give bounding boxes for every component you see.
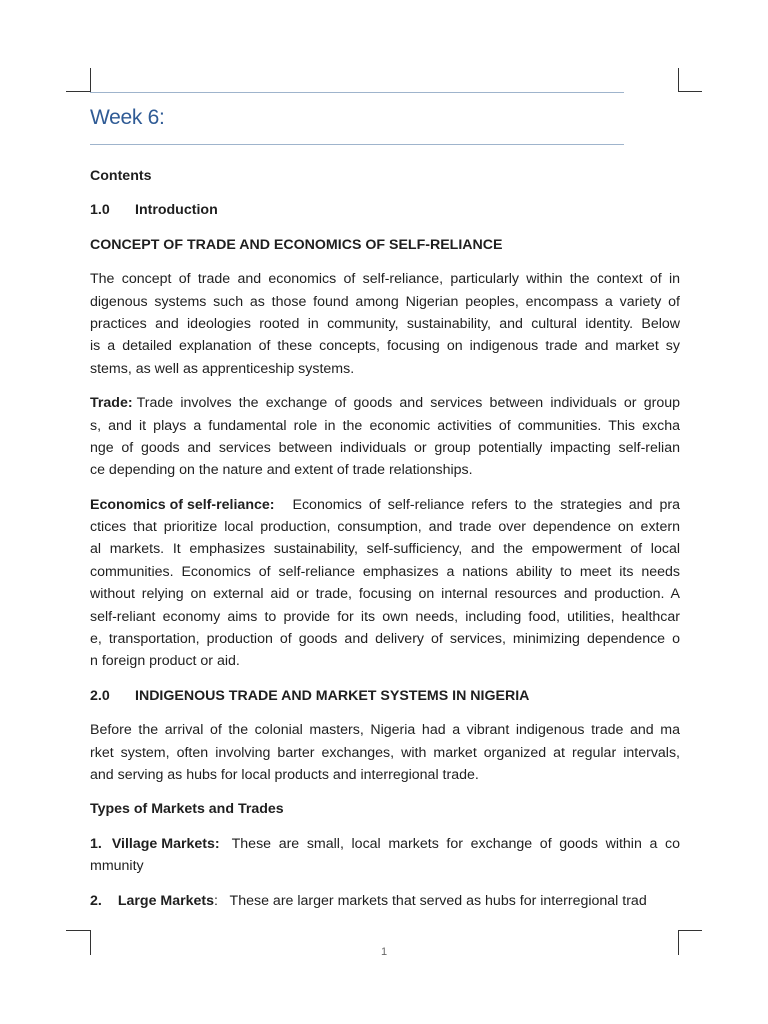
paragraph-line: ce depending on the nature and extent of trade relationships. xyxy=(90,462,473,479)
paragraph-line: s, and it plays a fundamental role in the economic activities of communities. This excha xyxy=(90,417,680,434)
concept-heading: CONCEPT OF TRADE AND ECONOMICS OF SELF-RELIANCE xyxy=(90,236,503,253)
heading-bottom-rule xyxy=(90,144,624,145)
section-2-number: 2.0 xyxy=(90,687,110,704)
economics-label: Economics of self-reliance: xyxy=(90,496,275,513)
before-paragraph xyxy=(90,719,680,786)
trade-first-line xyxy=(90,392,680,414)
economics-paragraph xyxy=(90,494,680,673)
section-1-heading xyxy=(90,199,680,221)
paragraph-line: digenous systems such as those found among Nigerian peoples, encompass a variety of xyxy=(90,293,680,310)
paragraph-line: al markets. It emphasizes sustainability, self-sufficiency, and the empowerment of local xyxy=(90,541,680,558)
village-label: Village Markets: xyxy=(111,835,220,852)
crop-mark-bottom-right-h xyxy=(678,930,702,931)
large-label: Large Markets xyxy=(117,892,215,909)
paragraph-line: Before the arrival of the colonial masters, Nigeria had a vibrant indigenous trade and ma xyxy=(90,722,680,739)
page-number: 1 xyxy=(380,946,388,958)
intro-paragraph xyxy=(90,268,680,380)
economics-first-line xyxy=(90,494,680,516)
crop-mark-top-left-h xyxy=(66,91,91,92)
paragraph-line: The concept of trade and economics of self-reliance, particularly within the context of in xyxy=(90,271,680,288)
list-number: 2. xyxy=(90,892,102,909)
paragraph-line: is a detailed explanation of these concepts, focusing on indigenous trade and market sy xyxy=(90,338,680,355)
section-1-title: Introduction xyxy=(135,202,218,219)
week-title: Week 6: xyxy=(90,106,165,129)
list-item-village-markets xyxy=(90,833,680,878)
document-body xyxy=(90,165,680,912)
trade-label: Trade: xyxy=(90,395,133,412)
crop-mark-bottom-left-h xyxy=(66,930,91,931)
crop-mark-top-right-h xyxy=(678,91,702,92)
paragraph-line: practices and ideologies rooted in community, sustainability, and cultural identity. Below xyxy=(90,315,680,332)
paragraph-line: rket system, often involving barter exchanges, with market organized at regular intervals, xyxy=(90,744,680,761)
paragraph-line: communities. Economics of self-reliance emphasizes a nations ability to meet its needs xyxy=(90,563,680,580)
crop-mark-top-left-v xyxy=(90,68,91,92)
paragraph-line: without relying on external aid or trade, focusing on internal resources and production. A xyxy=(90,586,680,603)
paragraph-line: stems, as well as apprenticeship systems. xyxy=(90,360,355,377)
paragraph-line: mmunity xyxy=(90,858,144,875)
paragraph-line: n foreign product or aid. xyxy=(90,653,240,670)
crop-mark-top-right-v xyxy=(678,68,679,92)
types-heading: Types of Markets and Trades xyxy=(90,801,284,818)
list-number: 1. xyxy=(90,835,102,852)
list-item-large-markets xyxy=(90,890,680,912)
section-2-heading xyxy=(90,685,680,707)
section-1-number: 1.0 xyxy=(90,202,110,219)
paragraph-line: Economics of self-reliance refers to the strategies and pra xyxy=(292,496,680,513)
paragraph-line: self-reliant economy aims to provide for its own needs, including food, utilities, healthcar xyxy=(90,608,680,625)
large-first-line xyxy=(90,890,680,912)
village-first-line xyxy=(90,833,680,855)
section-2-title: INDIGENOUS TRADE AND MARKET SYSTEMS IN NIGERIA xyxy=(135,687,530,704)
paragraph-line: and serving as hubs for local products and interregional trade. xyxy=(90,766,479,783)
heading-top-rule xyxy=(90,92,624,93)
trade-paragraph xyxy=(90,392,680,482)
paragraph-line: : These are larger markets that served as hubs for interregional trad xyxy=(214,892,647,909)
paragraph-line: nge of goods and services between individuals or group potentially impacting self-relian xyxy=(90,439,680,456)
paragraph-line: ctices that prioritize local production, consumption, and trade over dependence on extern xyxy=(90,519,680,536)
paragraph-line: These are small, local markets for exchange of goods within a co xyxy=(231,835,680,852)
paragraph-line: e, transportation, production of goods and delivery of services, minimizing dependence o xyxy=(90,631,680,648)
contents-label: Contents xyxy=(90,168,152,184)
paragraph-line: Trade involves the exchange of goods and services between individuals or group xyxy=(136,395,680,412)
